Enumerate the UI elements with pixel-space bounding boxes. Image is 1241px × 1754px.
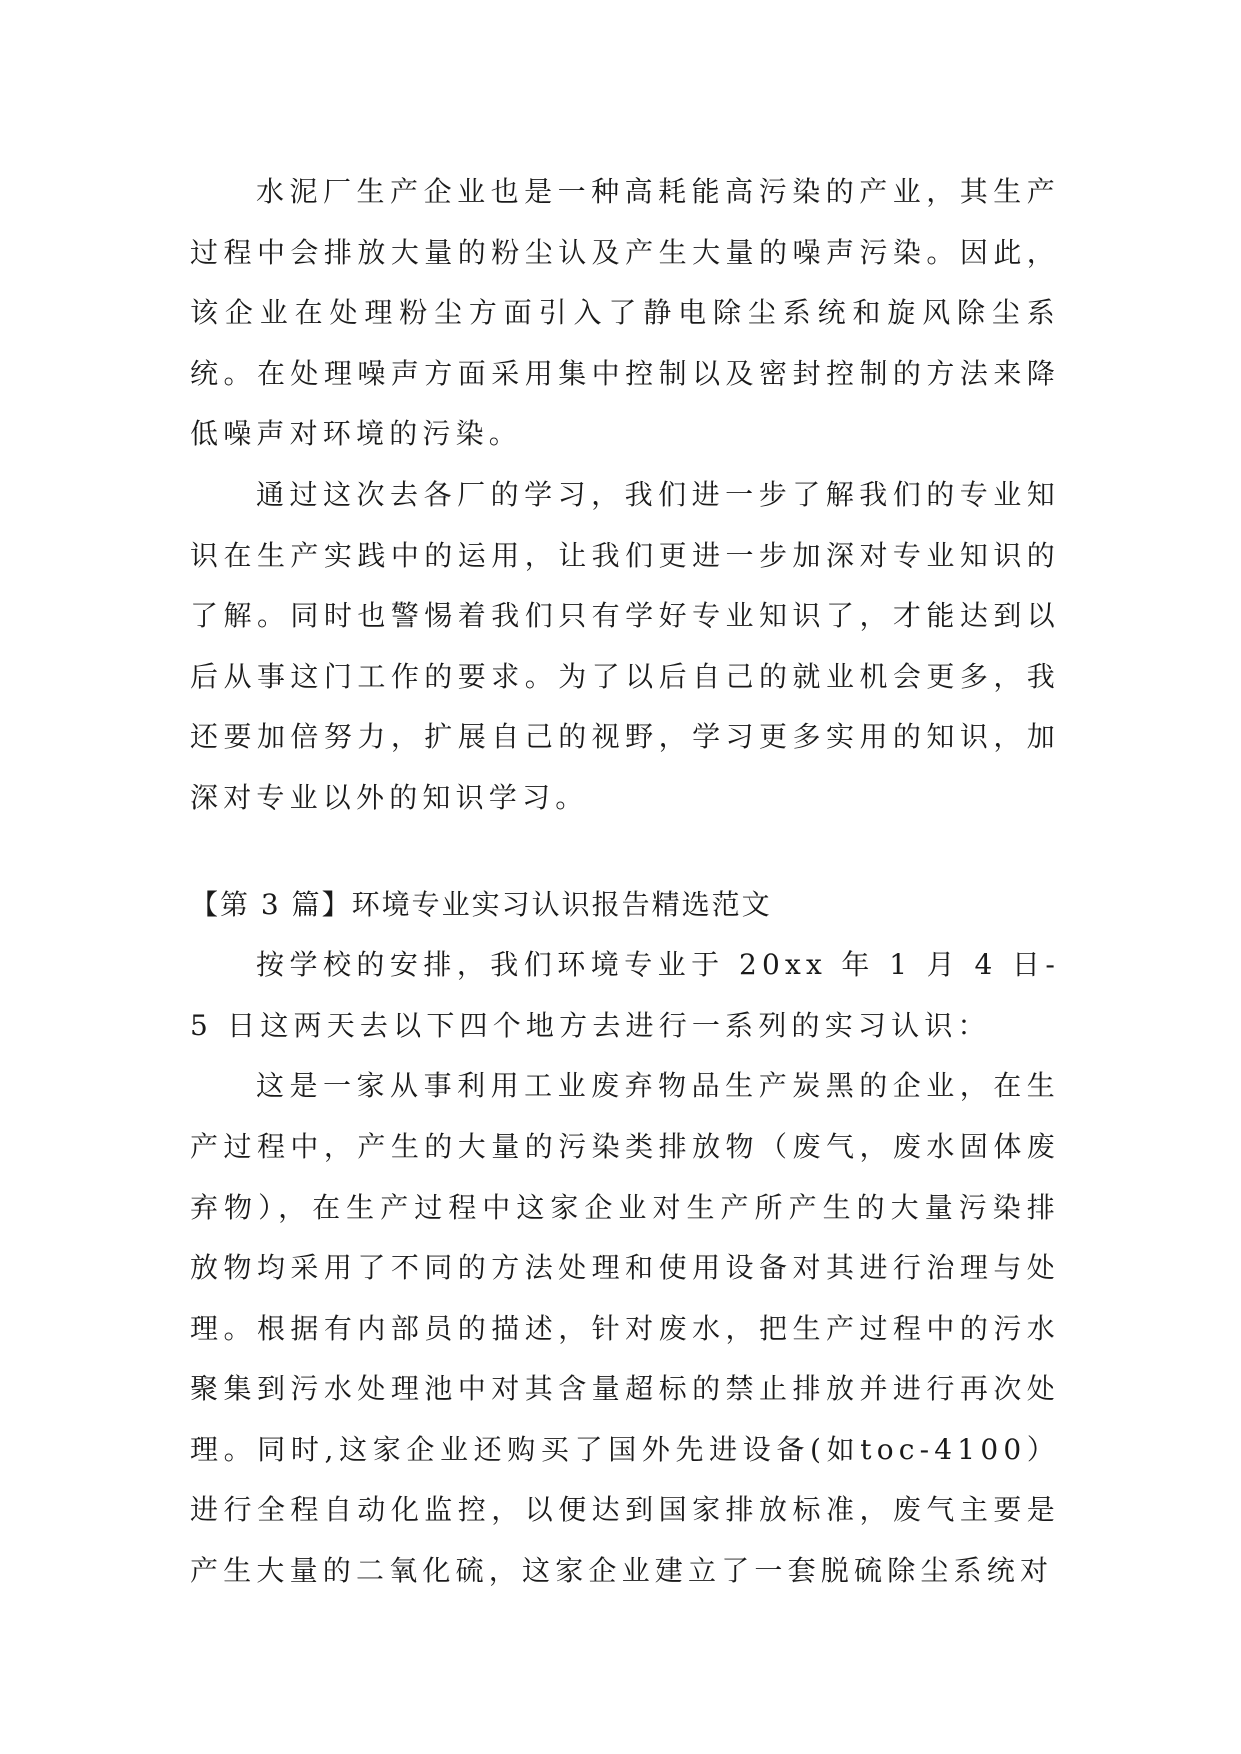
document-body [190,162,1060,1602]
paragraph-schedule: 按学校的安排，我们环境专业于 20xx 年 1 月 4 日-5 日这两天去以下四个地方去进行一系列的实习认识： [190,948,1060,1042]
paragraph-study-summary: 通过这次去各厂的学习，我们进一步了解我们的专业知识在生产实践中的运用，让我们更进一步加深对专业知识的了解。同时也警惕着我们只有学好专业知识了，才能达到以后从事这门工作的要求。为了以后自己的就业机会更多，我还要加倍努力，扩展自己的视野，学习更多实用的知识，加深对专业以外的知识学习。 [190,477,1060,814]
section-spacer [190,829,1060,875]
paragraph-cement-plant: 水泥厂生产企业也是一种高耗能高污染的产业，其生产过程中会排放大量的粉尘认及产生大量的噪声污染。因此，该企业在处理粉尘方面引入了静电除尘系统和旋风除尘系统。在处理噪声方面采用集中控制以及密封控制的方法来降低噪声对环境的污染。 [190,175,1060,451]
paragraph-carbon-black-plant: 这是一家从事利用工业废弃物品生产炭黑的企业，在生产过程中，产生的大量的污染类排放物（废气，废水固体废弃物），在生产过程中这家企业对生产所产生的大量污染排放物均采用了不同的方法处理和使用设备对其进行治理与处理。根据有内部员的描述，针对废水，把生产过程中的污水聚集到污水处理池中对其含量超标的禁止排放并进行再次处理。同时,这家企业还购买了国外先进设备(如toc-4100）进行全程自动化监控，以便达到国家排放标准，废气主要是产生大量的二氧化硫，这家企业建立了一套脱硫除尘系统对 [190,1069,1060,1588]
section-heading: 【第 3 篇】环境专业实习认识报告精选范文 [190,887,772,921]
